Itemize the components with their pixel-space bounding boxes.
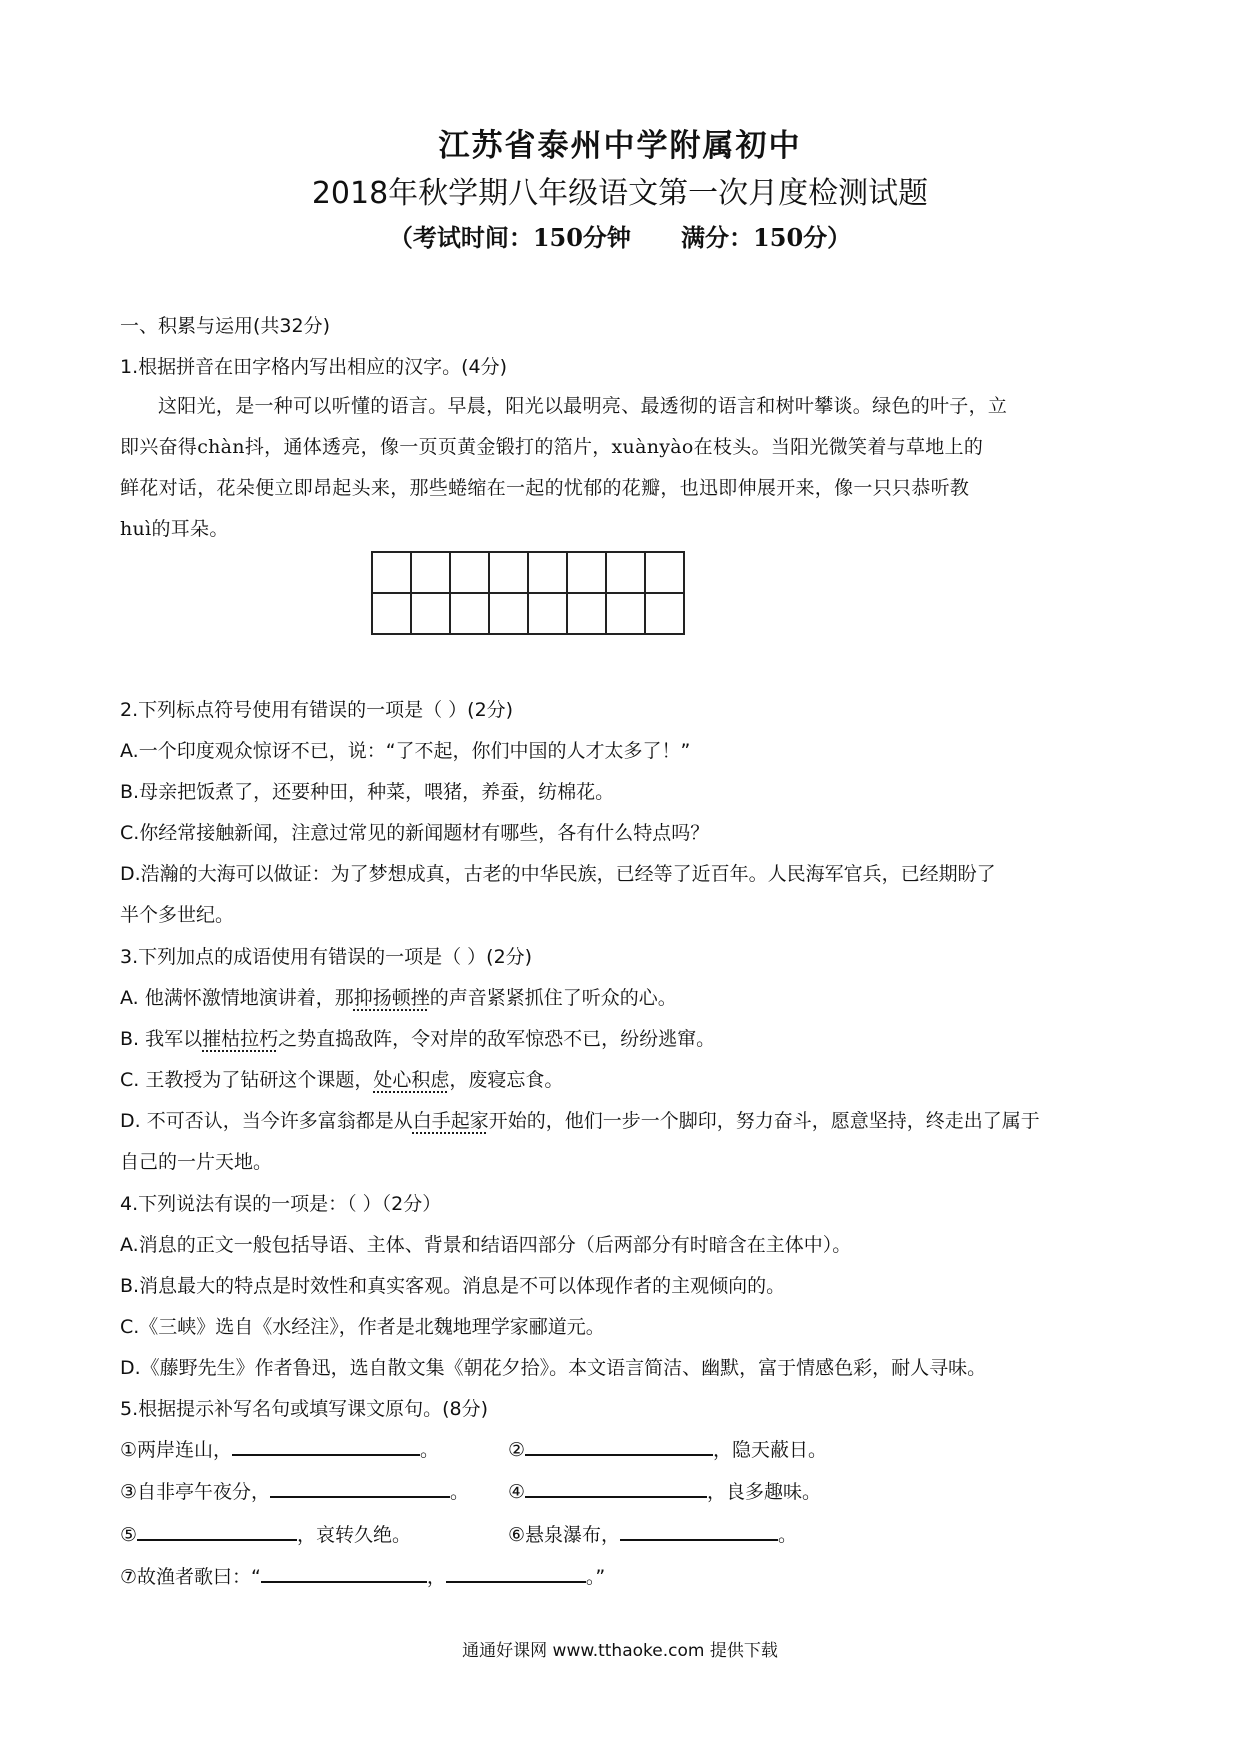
answer-blank[interactable] bbox=[620, 1521, 778, 1541]
q3-c-idiom: 处心积虑 bbox=[373, 1069, 450, 1091]
q1-passage bbox=[120, 386, 1128, 550]
q5-f4-text: ④ bbox=[508, 1481, 526, 1503]
exam-title: 2018年秋学期八年级语文第一次月度检测试题 bbox=[311, 176, 929, 211]
grid-cell[interactable] bbox=[372, 552, 411, 593]
exam-info: （考试时间：150分钟 满分：150分） bbox=[388, 223, 852, 252]
grid-cell[interactable] bbox=[606, 593, 645, 634]
answer-blank[interactable] bbox=[137, 1521, 297, 1541]
grid-cell[interactable] bbox=[606, 552, 645, 593]
grid-cell[interactable] bbox=[489, 552, 528, 593]
q3-option-d bbox=[120, 1106, 1040, 1133]
q3-b-pre: B. 我军以 bbox=[120, 1028, 203, 1050]
grid-cell[interactable] bbox=[567, 552, 606, 593]
q2-option-c: C.你经常接触新闻，注意过常见的新闻题材有哪些，各有什么特点吗？ bbox=[120, 822, 710, 844]
q5-blank-3 bbox=[120, 1477, 469, 1504]
q3-d-post: 开始的，他们一步一个脚印，努力奋斗，愿意坚持，终走出了属于 bbox=[488, 1110, 1040, 1132]
grid-cell[interactable] bbox=[372, 593, 411, 634]
answer-blank[interactable] bbox=[525, 1478, 707, 1498]
answer-blank[interactable] bbox=[232, 1436, 420, 1456]
q3-b-post: 之势直捣敌阵，令对岸的敌军惊恐不已，纷纷逃窜。 bbox=[278, 1028, 716, 1050]
grid-cell[interactable] bbox=[489, 593, 528, 634]
q2-option-d-cont: 半个多世纪。 bbox=[120, 904, 235, 926]
q3-d-idiom: 白手起家 bbox=[412, 1110, 489, 1132]
grid-cell[interactable] bbox=[411, 593, 450, 634]
q1-prompt: 1.根据拼音在田字格内写出相应的汉字。(4分) bbox=[120, 356, 508, 378]
q3-a-pre: A. 他满怀激情地演讲着，那 bbox=[120, 987, 354, 1009]
grid-cell[interactable] bbox=[528, 593, 567, 634]
q3-c-pre: C. 王教授为了钻研这个课题， bbox=[120, 1069, 374, 1091]
grid-cell[interactable] bbox=[411, 552, 450, 593]
q5-blank-6 bbox=[508, 1520, 797, 1547]
q3-option-b bbox=[120, 1024, 715, 1051]
q5-f4-end: ，良多趣味。 bbox=[707, 1481, 822, 1503]
q4-option-d: D.《藤野先生》作者鲁迅，选自散文集《朝花夕拾》。本文语言简洁、幽默，富于情感色彩，耐人寻味。 bbox=[120, 1357, 987, 1379]
q5-f3-end: 。 bbox=[450, 1481, 470, 1503]
q3-c-post: ，废寝忘食。 bbox=[449, 1069, 564, 1091]
q5-f6-end: 。 bbox=[778, 1524, 798, 1546]
q4-option-b: B.消息最大的特点是时效性和真实客观。消息是不可以体现作者的主观倾向的。 bbox=[120, 1275, 786, 1297]
q2-option-b: B.母亲把饭煮了，还要种田，种菜，喂猪，养蚕，纺棉花。 bbox=[120, 781, 615, 803]
q2-option-a: A.一个印度观众惊讶不已，说：“了不起，你们中国的人才太多了！” bbox=[120, 740, 691, 762]
grid-cell[interactable] bbox=[450, 593, 489, 634]
answer-blank[interactable] bbox=[525, 1436, 713, 1456]
q5-blank-1 bbox=[120, 1435, 439, 1462]
q5-f7-text: ⑦故渔者歌曰：“ bbox=[120, 1566, 261, 1588]
q5-f7-mid: ， bbox=[426, 1566, 446, 1588]
q5-f6-text: ⑥悬泉瀑布， bbox=[508, 1524, 621, 1546]
q5-f3-text: ③自非亭午夜分， bbox=[120, 1481, 271, 1503]
q1-passage-line: 鲜花对话，花朵便立即昂起头来，那些蜷缩在一起的忧郁的花瓣，也迅即伸展开来，像一只只恭听教 bbox=[120, 477, 970, 499]
answer-blank[interactable] bbox=[261, 1563, 427, 1583]
q5-blank-2 bbox=[508, 1435, 827, 1462]
q3-option-c bbox=[120, 1065, 563, 1092]
answer-blank[interactable] bbox=[270, 1478, 450, 1498]
q5-f7-end: 。” bbox=[585, 1566, 606, 1588]
q1-passage-line: 这阳光，是一种可以听懂的语言。早晨，阳光以最明亮、最透彻的语言和树叶攀谈。绿色的叶子，立 bbox=[158, 395, 1008, 417]
q3-b-idiom: 摧枯拉朽 bbox=[202, 1028, 279, 1050]
q4-option-c: C.《三峡》选自《水经注》，作者是北魏地理学家郦道元。 bbox=[120, 1316, 605, 1338]
q5-f5-end: ，哀转久绝。 bbox=[297, 1524, 412, 1546]
grid-cell[interactable] bbox=[567, 593, 606, 634]
q3-d-pre: D. 不可否认，当今许多富翁都是从 bbox=[120, 1110, 413, 1132]
q3-a-post: 的声音紧紧抓住了听众的心。 bbox=[429, 987, 677, 1009]
grid-cell[interactable] bbox=[450, 552, 489, 593]
q5-f1-text: ①两岸连山， bbox=[120, 1439, 233, 1461]
q3-a-idiom: 抑扬顿挫 bbox=[353, 987, 430, 1009]
q1-passage-line: 即兴奋得chàn抖，通体透亮，像一页页黄金锻打的箔片，xuànyào在枝头。当阳光微笑着与草地上的 bbox=[120, 436, 984, 458]
q5-blank-4 bbox=[508, 1477, 821, 1504]
tianzige-grid bbox=[371, 551, 685, 635]
grid-cell[interactable] bbox=[645, 593, 684, 634]
q5-f5-text: ⑤ bbox=[120, 1524, 138, 1546]
q4-prompt: 4.下列说法有误的一项是：（ ）（2分） bbox=[120, 1193, 442, 1215]
q2-prompt: 2.下列标点符号使用有错误的一项是（ ）(2分) bbox=[120, 699, 514, 721]
q4-option-a: A.消息的正文一般包括导语、主体、背景和结语四部分（后两部分有时暗含在主体中）。 bbox=[120, 1234, 852, 1256]
q1-passage-line: huì的耳朵。 bbox=[120, 518, 229, 540]
q5-blank-5 bbox=[120, 1520, 411, 1547]
footer-credit: 通通好课网 www.tthaoke.com 提供下载 bbox=[462, 1641, 778, 1661]
section-heading: 一、积累与运用(共32分) bbox=[120, 315, 331, 337]
q5-f2-end: ，隐天蔽日。 bbox=[713, 1439, 828, 1461]
q3-option-d-cont: 自己的一片天地。 bbox=[120, 1151, 273, 1173]
q5-f2-text: ② bbox=[508, 1439, 526, 1461]
q2-option-d: D.浩瀚的大海可以做证：为了梦想成真，古老的中华民族，已经等了近百年。人民海军官兵，已经期盼了 bbox=[120, 863, 996, 885]
grid-cell[interactable] bbox=[645, 552, 684, 593]
q5-f1-end: 。 bbox=[420, 1439, 440, 1461]
grid-cell[interactable] bbox=[528, 552, 567, 593]
answer-blank[interactable] bbox=[446, 1563, 586, 1583]
q5-blank-7 bbox=[120, 1562, 605, 1589]
q5-prompt: 5.根据提示补写名句或填写课文原句。(8分) bbox=[120, 1398, 489, 1420]
q3-option-a bbox=[120, 983, 677, 1010]
school-name: 江苏省泰州中学附属初中 bbox=[438, 128, 802, 164]
q3-prompt: 3.下列加点的成语使用有错误的一项是（ ）(2分) bbox=[120, 946, 533, 968]
